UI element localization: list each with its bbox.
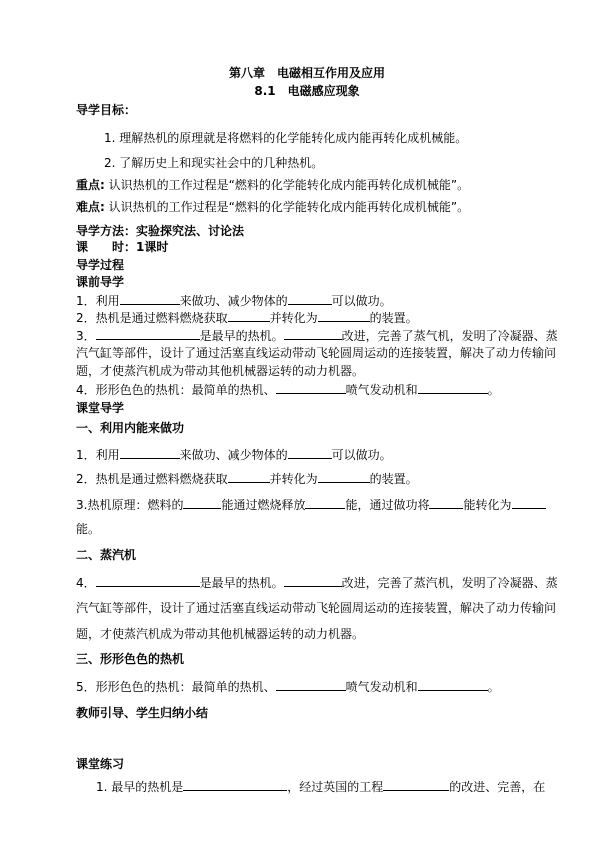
blank[interactable] xyxy=(120,293,180,305)
lesson-value: 1课时 xyxy=(136,240,169,254)
in-q2-text-b: 并转化为 xyxy=(269,472,318,486)
key-point-text: 认识热机的工作过程是“燃料的化学能转化成内能再转化成机械能”。 xyxy=(104,178,470,192)
blank[interactable] xyxy=(120,447,180,459)
blank[interactable] xyxy=(276,679,346,691)
pre-q4-text-b: 喷气发动机和 xyxy=(345,383,418,397)
in-q5-text-a: 5．形形色色的热机：最简单的热机、 xyxy=(76,680,276,694)
in-q5 xyxy=(76,679,500,694)
practice-q1-text-a: 1. 最早的热机是 xyxy=(96,780,184,794)
blank[interactable] xyxy=(228,471,270,483)
pre-q1-text-a: 1．利用 xyxy=(76,294,120,308)
in-q5-text-c: 。 xyxy=(487,680,500,694)
goal-item-2: 2. 了解历史上和现实社会中的几种热机。 xyxy=(104,156,324,170)
in-q4-line1 xyxy=(76,575,558,590)
blank[interactable] xyxy=(512,497,546,509)
in-q1 xyxy=(76,447,392,462)
method: 导学方法：实验探究法、讨论法 xyxy=(76,224,245,238)
in-q1-text-b: 来做功、减少物体的 xyxy=(179,448,288,462)
chapter-title: 第八章 电磁相互作用及应用 xyxy=(228,66,385,80)
pre-q3-line1 xyxy=(76,328,558,343)
blank[interactable] xyxy=(284,328,342,340)
key-point xyxy=(76,178,469,192)
pre-q3-text-b: 是最早的热机。 xyxy=(199,329,284,343)
in-q3-text-a: 3.热机原理：燃料的 xyxy=(76,498,184,512)
practice-q1 xyxy=(96,779,545,794)
difficulty-text: 认识热机的工作过程是“燃料的化学能转化成内能再转化成机械能”。 xyxy=(104,200,470,214)
in-class-heading: 课堂导学 xyxy=(76,401,125,415)
blank[interactable] xyxy=(305,497,345,509)
blank[interactable] xyxy=(418,679,488,691)
pre-q1-text-c: 可以做功。 xyxy=(331,294,392,308)
in-q4-line2: 汽气缸等部件，设计了通过活塞直线运动带动飞轮圆周运动的连接装置，解决了动力传输问 xyxy=(76,601,557,615)
pre-q3-text-c: 改进，完善了蒸气机，发明了冷凝器、蒸 xyxy=(341,329,558,343)
pre-q4 xyxy=(76,382,500,397)
blank[interactable] xyxy=(183,779,287,791)
blank[interactable] xyxy=(318,310,370,322)
in-q3-text-d: 能转化为 xyxy=(463,498,512,512)
pre-q1-text-b: 来做功、减少物体的 xyxy=(179,294,288,308)
pre-q2-text-b: 并转化为 xyxy=(269,311,318,325)
pre-q3-text-a: 3． xyxy=(76,329,96,343)
pre-class-heading: 课前导学 xyxy=(76,275,125,289)
in-q5-text-b: 喷气发动机和 xyxy=(345,680,418,694)
blank[interactable] xyxy=(228,310,270,322)
pre-q3-line3: 题，才使蒸汽机成为带动其他机械器运转的动力机器。 xyxy=(76,364,365,378)
in-q1-text-a: 1．利用 xyxy=(76,448,120,462)
blank[interactable] xyxy=(288,447,332,459)
in-q4-text-a: 4． xyxy=(76,576,96,590)
difficulty xyxy=(76,200,469,214)
in-q4-line3: 题，才使蒸汽机成为带动其他机械器运转的动力机器。 xyxy=(76,627,365,641)
blank[interactable] xyxy=(429,497,463,509)
pre-q4-text-c: 。 xyxy=(487,383,500,397)
section-title: 8.1 电磁感应现象 xyxy=(254,84,360,98)
blank[interactable] xyxy=(183,497,221,509)
blank[interactable] xyxy=(96,575,200,587)
in-q3-text-b: 能通过燃烧释放 xyxy=(221,498,306,512)
pre-q2 xyxy=(76,310,418,325)
part2-heading: 二、蒸汽机 xyxy=(76,548,137,562)
key-point-label: 重点: xyxy=(76,178,105,192)
in-q2 xyxy=(76,471,418,486)
in-q1-text-c: 可以做功。 xyxy=(331,448,392,462)
blank[interactable] xyxy=(418,382,488,394)
blank[interactable] xyxy=(318,471,370,483)
in-q3-text-c: 能，通过做功将 xyxy=(345,498,430,512)
part3-heading: 三、形形色色的热机 xyxy=(76,652,185,666)
in-q4-text-c: 改进，完善了蒸汽机，发明了冷凝器、蒸 xyxy=(341,576,558,590)
blank[interactable] xyxy=(284,575,342,587)
blank[interactable] xyxy=(383,779,449,791)
difficulty-label: 难点: xyxy=(76,200,105,214)
practice-heading: 课堂练习 xyxy=(76,757,125,771)
goals-heading: 导学目标： xyxy=(76,103,137,117)
process-heading: 导学过程 xyxy=(76,258,125,272)
lesson-label: 课 时： xyxy=(76,240,137,254)
goal-item-1: 1. 理解热机的原理就是将燃料的化学能转化成内能再转化成机械能。 xyxy=(104,131,468,145)
blank[interactable] xyxy=(276,382,346,394)
in-q4-text-b: 是最早的热机。 xyxy=(199,576,284,590)
summary-heading: 教师引导、学生归纳小结 xyxy=(76,706,209,720)
in-q3-line1 xyxy=(76,497,546,512)
in-q3-line2: 能。 xyxy=(76,522,101,536)
pre-q2-text-a: 2．热机是通过燃料燃烧获取 xyxy=(76,311,228,325)
pre-q1 xyxy=(76,293,392,308)
part1-heading: 一、利用内能来做功 xyxy=(76,421,185,435)
in-q2-text-c: 的装置。 xyxy=(369,472,418,486)
blank[interactable] xyxy=(96,328,200,340)
lesson-hours xyxy=(76,240,168,254)
blank[interactable] xyxy=(288,293,332,305)
practice-q1-text-b: ，经过英国的工程 xyxy=(287,780,384,794)
pre-q2-text-c: 的装置。 xyxy=(369,311,418,325)
practice-q1-text-c: 的改进、完善，在 xyxy=(449,780,546,794)
pre-q4-text-a: 4．形形色色的热机：最简单的热机、 xyxy=(76,383,276,397)
in-q2-text-a: 2．热机是通过燃料燃烧获取 xyxy=(76,472,228,486)
pre-q3-line2: 汽气缸等部件，设计了通过活塞直线运动带动飞轮圆周运动的连接装置，解决了动力传输问 xyxy=(76,346,557,360)
